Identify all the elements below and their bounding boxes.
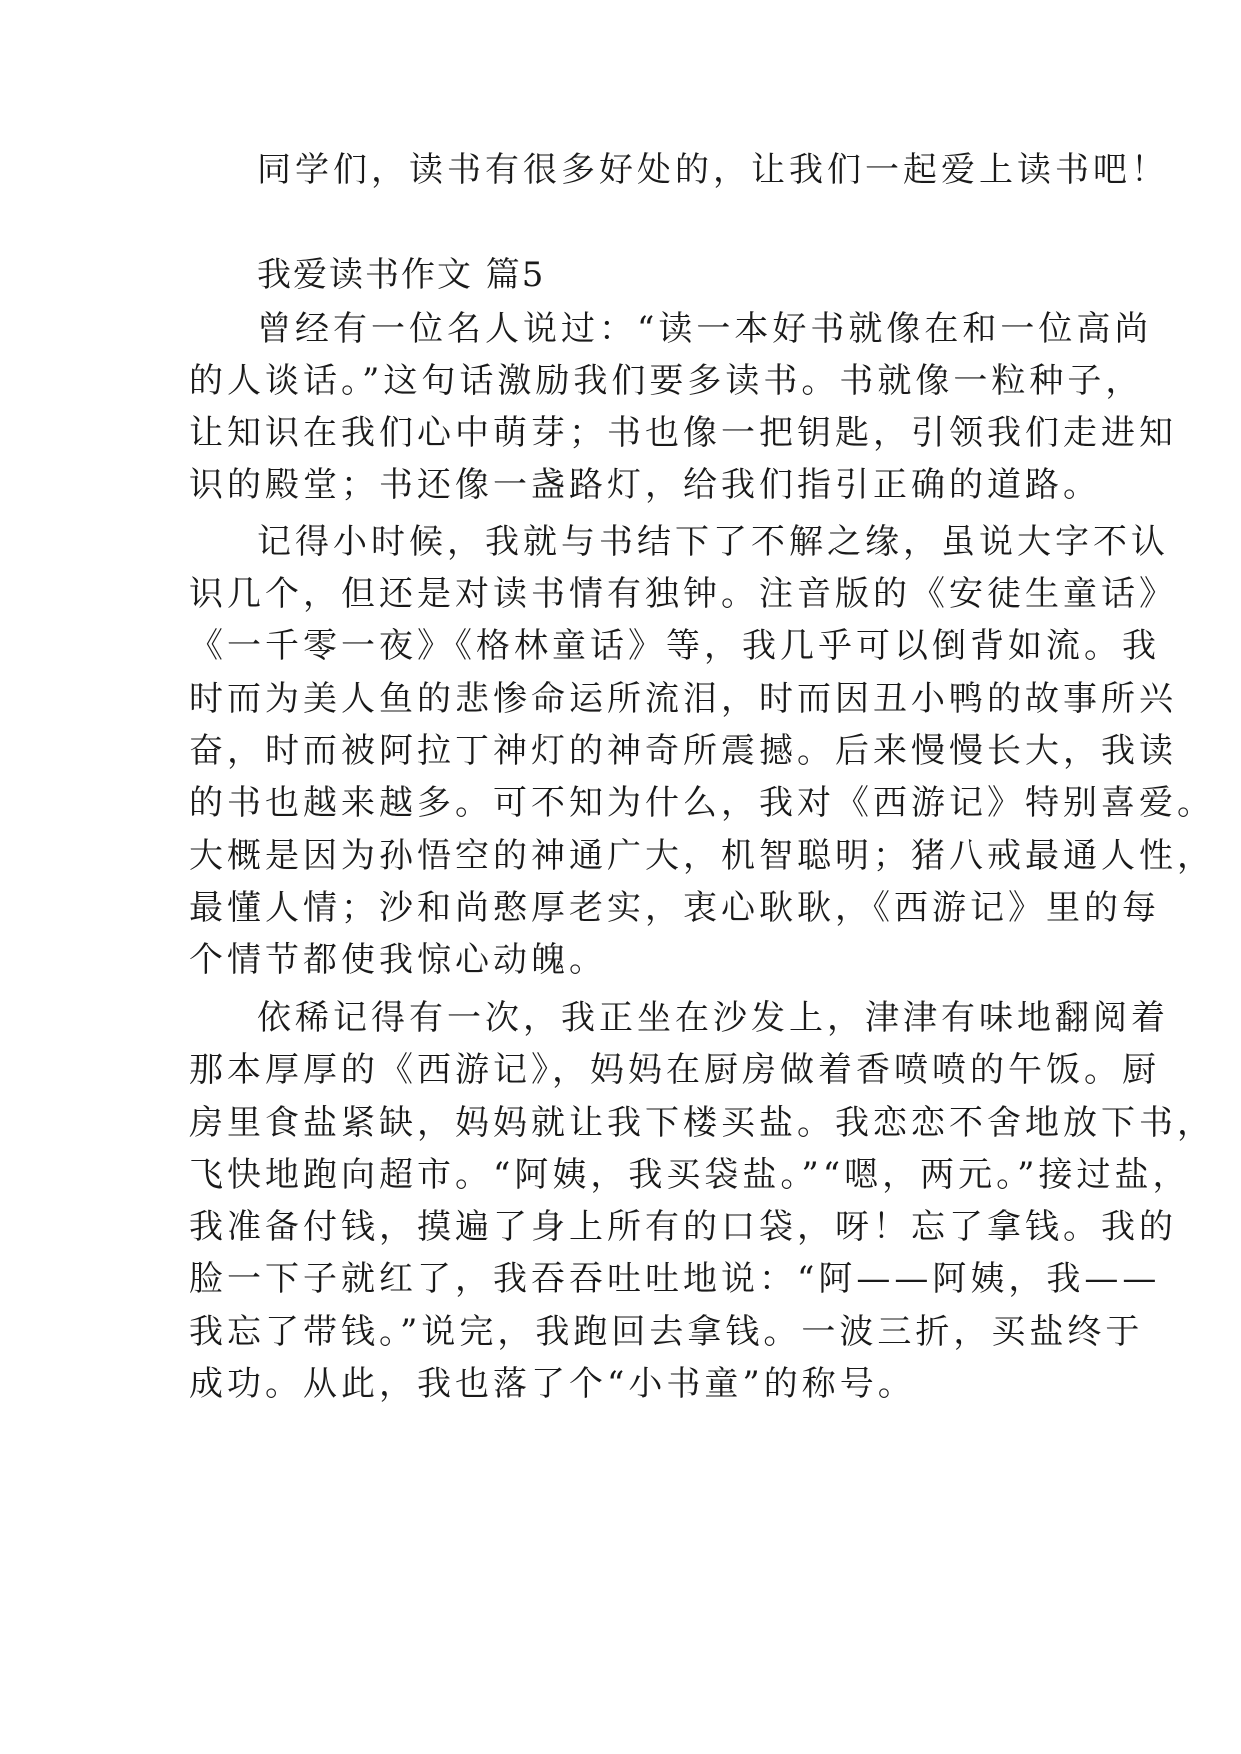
closing-line: 同学们，读书有很多好处的，让我们一起爱上读书吧！	[257, 150, 1169, 190]
paragraph-2-line-9: 个情节都使我惊心动魄。	[189, 940, 607, 980]
paragraph-2-line-4: 时而为美人鱼的悲惨命运所流泪，时而因丑小鸭的故事所兴	[189, 679, 1177, 719]
paragraph-2-line-6: 的书也越来越多。可不知为什么，我对《西游记》特别喜爱。	[189, 783, 1215, 823]
paragraph-3-line-3: 房里食盐紧缺，妈妈就让我下楼买盐。我恋恋不舍地放下书，	[189, 1103, 1215, 1143]
paragraph-3-line-5: 我准备付钱，摸遍了身上所有的口袋，呀！忘了拿钱。我的	[189, 1207, 1177, 1247]
section-title: 我爱读书作文 篇5	[257, 255, 546, 295]
paragraph-2-line-5: 奋，时而被阿拉丁神灯的神奇所震撼。后来慢慢长大，我读	[189, 731, 1177, 771]
paragraph-3-line-2: 那本厚厚的《西游记》，妈妈在厨房做着香喷喷的午饭。厨	[189, 1050, 1160, 1090]
paragraph-3-line-7: 我忘了带钱。”说完，我跑回去拿钱。一波三折，买盐终于	[189, 1312, 1144, 1352]
paragraph-2-line-7: 大概是因为孙悟空的神通广大，机智聪明；猪八戒最通人性，	[189, 836, 1215, 876]
paragraph-1-line-1: 曾经有一位名人说过：“读一本好书就像在和一位高尚	[257, 309, 1153, 349]
paragraph-1-line-2: 的人谈话。”这句话激励我们要多读书。书就像一粒种子，	[189, 361, 1144, 401]
paragraph-2-line-3: 《一千零一夜》《格林童话》等，我几乎可以倒背如流。我	[189, 626, 1160, 666]
paragraph-2-line-2: 识几个，但还是对读书情有独钟。注音版的《安徒生童话》	[189, 574, 1177, 614]
paragraph-3-line-4: 飞快地跑向超市。“阿姨，我买袋盐。”“嗯，两元。”接过盐，	[189, 1155, 1191, 1195]
paragraph-1-line-3: 让知识在我们心中萌芽；书也像一把钥匙，引领我们走进知	[189, 413, 1177, 453]
paragraph-3-line-8: 成功。从此，我也落了个“小书童”的称号。	[189, 1364, 916, 1404]
paragraph-2-line-8: 最懂人情；沙和尚憨厚老实，衷心耿耿，《西游记》里的每	[189, 888, 1160, 928]
paragraph-1-line-4: 识的殿堂；书还像一盏路灯，给我们指引正确的道路。	[189, 465, 1101, 505]
paragraph-2-line-1: 记得小时候，我就与书结下了不解之缘，虽说大字不认	[257, 522, 1169, 562]
paragraph-3-line-1: 依稀记得有一次，我正坐在沙发上，津津有味地翻阅着	[257, 998, 1169, 1038]
paragraph-3-line-6: 脸一下子就红了，我吞吞吐吐地说：“阿——阿姨，我——	[189, 1259, 1161, 1299]
